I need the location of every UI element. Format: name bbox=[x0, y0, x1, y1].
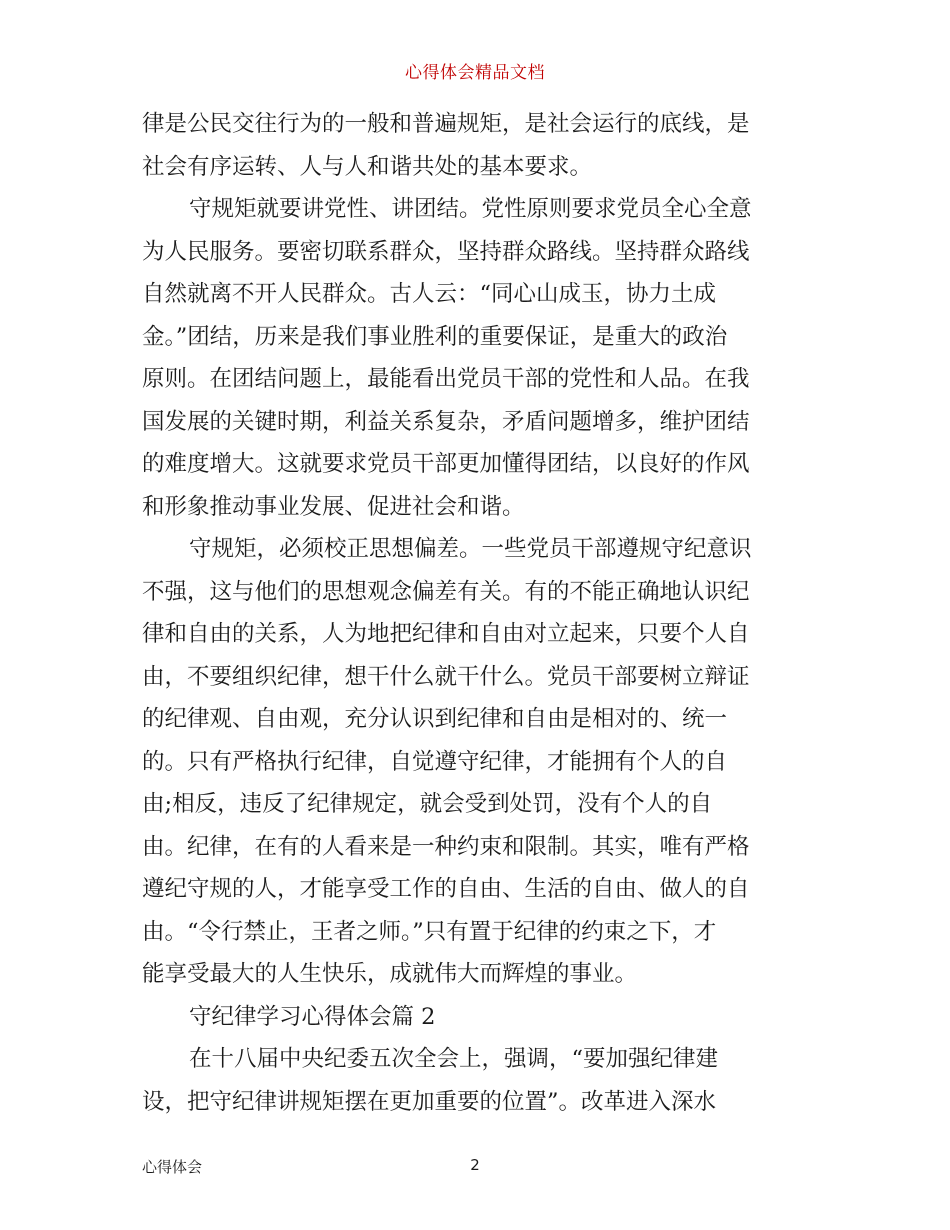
document-body bbox=[142, 103, 814, 1123]
page-header-title: 心得体会精品文档 bbox=[405, 63, 545, 83]
text-line: 由。“令行禁止，王者之师。”只有置于纪律的约束之下，才 bbox=[142, 918, 717, 945]
text-line: 社会有序运转、人与人和谐共处的基本要求。 bbox=[142, 153, 593, 180]
text-line: 金。”团结，历来是我们事业胜利的重要保证，是重大的政治 bbox=[142, 323, 728, 350]
text-line: 能享受最大的人生快乐，成就伟大而辉煌的事业。 bbox=[142, 961, 638, 987]
text-line: 原则。在团结问题上，最能看出党员干部的党性和人品。在我 bbox=[142, 366, 750, 392]
text-line: 的。只有严格执行纪律，自觉遵守纪律，才能拥有个人的自 bbox=[142, 748, 728, 775]
text-line: 守规矩，必须校正思想偏差。一些党员干部遵规守纪意识 bbox=[189, 536, 752, 562]
text-line: 的纪律观、自由观，充分认识到纪律和自由是相对的、统一 bbox=[142, 706, 728, 732]
text-line: 律是公民交往行为的一般和普遍规矩，是社会运行的底线，是 bbox=[142, 111, 750, 137]
text-line: 设，把守纪律讲规矩摆在更加重要的位置”。改革进入深水 bbox=[142, 1088, 717, 1115]
text-line: 在十八届中央纪委五次全会上，强调，“要加强纪律建 bbox=[189, 1046, 719, 1072]
text-line: 守纪律学习心得体会篇 2 bbox=[189, 1003, 436, 1030]
text-line: 遵纪守规的人，才能享受工作的自由、生活的自由、做人的自 bbox=[142, 876, 750, 902]
text-line: 的难度增大。这就要求党员干部更加懂得团结，以良好的作风 bbox=[142, 451, 750, 477]
text-line: 国发展的关键时期，利益关系复杂，矛盾问题增多，维护团结 bbox=[142, 408, 750, 435]
page-number: 2 bbox=[470, 1156, 480, 1174]
text-line: 和形象推动事业发展、促进社会和谐。 bbox=[142, 493, 525, 520]
text-line: 由。纪律，在有的人看来是一种约束和限制。其实，唯有严格 bbox=[142, 833, 750, 860]
text-line: 由，不要组织纪律，想干什么就干什么。党员干部要树立辩证 bbox=[142, 663, 750, 690]
text-line: 律和自由的关系，人为地把纪律和自由对立起来，只要个人自 bbox=[142, 621, 750, 647]
text-line: 自然就离不开人民群众。古人云：“同心山成玉，协力土成 bbox=[142, 281, 717, 307]
text-line: 守规矩就要讲党性、讲团结。党性原则要求党员全心全意 bbox=[189, 196, 752, 222]
text-line: 不强，这与他们的思想观念偏差有关。有的不能正确地认识纪 bbox=[142, 578, 750, 605]
text-line: 为人民服务。要密切联系群众，坚持群众路线。坚持群众路线 bbox=[142, 238, 750, 265]
text-line: 由;相反，违反了纪律规定，就会受到处罚，没有个人的自 bbox=[142, 791, 713, 817]
footer-label: 心得体会 bbox=[142, 1158, 203, 1176]
